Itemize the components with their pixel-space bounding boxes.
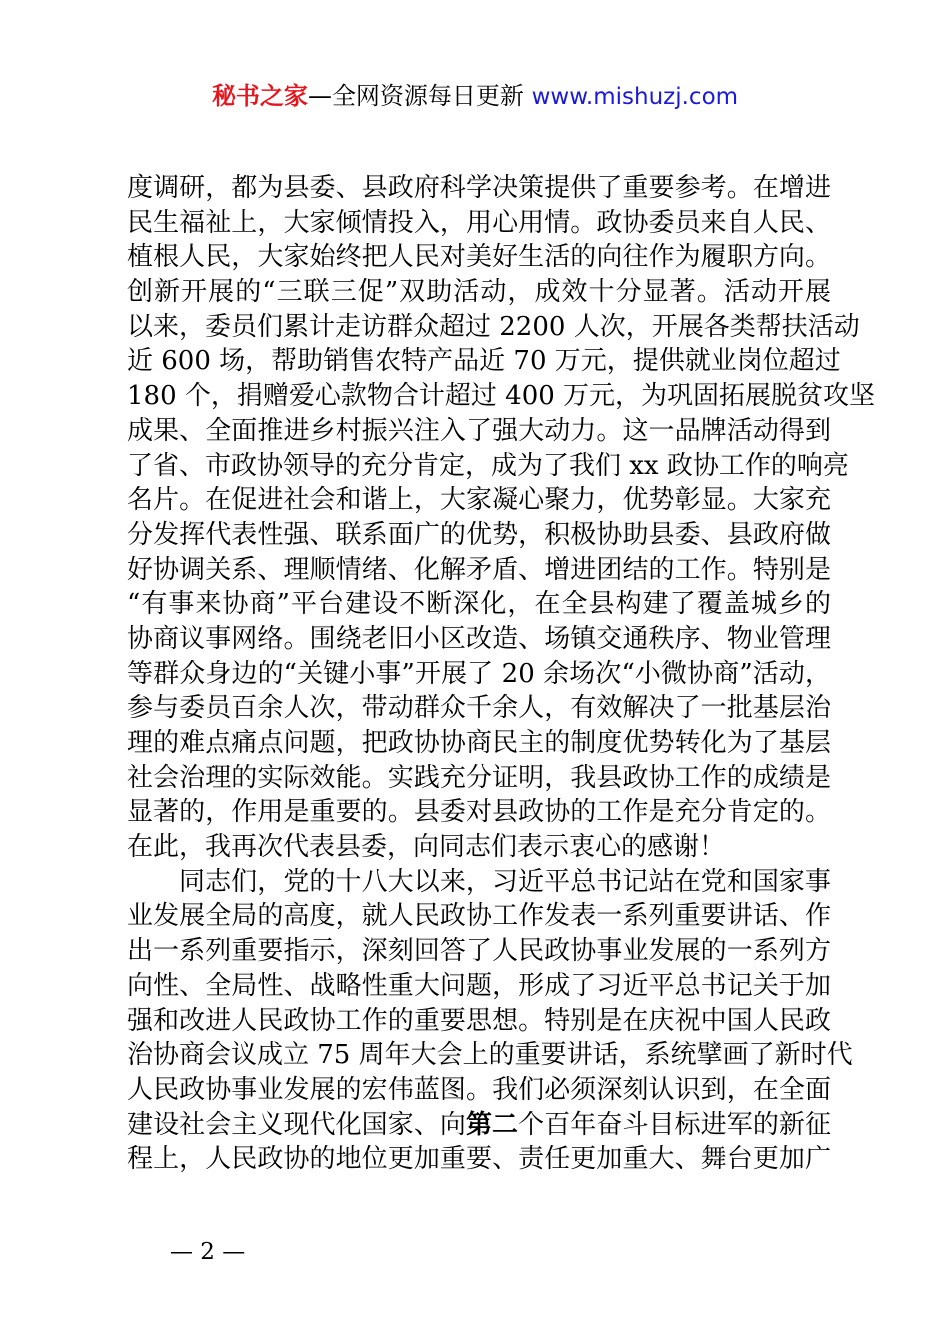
body-line: 社会治理的实际效能。实践充分证明，我县政协工作的成绩是 <box>127 762 831 793</box>
line-segment: 个百年奋斗目标进军的新征 <box>518 1109 831 1140</box>
body-line: “有事来协商”平台建设不断深化，在全县构建了覆盖城乡的 <box>127 589 831 620</box>
body-line: 向性、全局性、战略性重大问题，形成了习近平总书记关于加 <box>127 970 831 1001</box>
line-segment: 建设社会主义现代化国家、向 <box>127 1109 466 1140</box>
document-body <box>127 171 876 1177</box>
body-line: 治协商会议成立 75 周年大会上的重要讲话，系统擘画了新时代 <box>127 1040 853 1071</box>
body-line: 植根人民，大家始终把人民对美好生活的向往作为履职方向。 <box>127 242 831 273</box>
site-url-link[interactable]: www.mishuzj.com <box>531 84 739 110</box>
body-line: 180 个，捐赠爱心款物合计超过 400 万元，为巩固拓展脱贫攻坚 <box>127 381 876 412</box>
site-name: 秘书之家 <box>211 82 308 110</box>
body-line: 名片。在促进社会和谐上，大家凝心聚力，优势彰显。大家充 <box>127 485 831 516</box>
body-line: 创新开展的“三联三促”双助活动，成效十分显著。活动开展 <box>127 277 831 308</box>
body-line: 在此，我再次代表县委，向同志们表示衷心的感谢！ <box>127 832 726 863</box>
bold-phrase: 第二 <box>465 1109 519 1140</box>
body-line: 以来，委员们累计走访群众超过 2200 人次，开展各类帮扶活动 <box>127 311 860 342</box>
body-line: 度调研，都为县委、县政府科学决策提供了重要参考。在增进 <box>127 173 831 203</box>
body-line: 协商议事网络。围绕老旧小区改造、场镇交通秩序、物业管理 <box>127 623 831 654</box>
body-line: 了省、市政协领导的充分肯定，成为了我们 xx 政协工作的响亮 <box>127 450 849 481</box>
body-line: 显著的，作用是重要的。县委对县政协的工作是充分肯定的。 <box>127 797 831 828</box>
body-line: 理的难点痛点问题，把政协协商民主的制度优势转化为了基层 <box>127 728 831 758</box>
body-line: 程上，人民政协的地位更加重要、责任更加重大、舞台更加广 <box>127 1144 831 1175</box>
page-number: — 2 — <box>170 1239 246 1265</box>
body-line: 等群众身边的“关键小事”开展了 20 余场次“小微协商”活动， <box>127 658 831 689</box>
site-slogan: —全网资源每日更新 <box>307 82 532 110</box>
body-line: 好协调关系、理顺情绪、化解矛盾、增进团结的工作。特别是 <box>127 554 831 585</box>
body-line-with-bold <box>127 1108 831 1143</box>
body-line: 成果、全面推进乡村振兴注入了强大动力。这一品牌活动得到 <box>127 415 831 446</box>
body-line: 人民政协事业发展的宏伟蓝图。我们必须深刻认识到，在全面 <box>127 1074 831 1105</box>
site-header <box>0 80 950 113</box>
body-line: 民生福祉上，大家倾情投入，用心用情。政协委员来自人民、 <box>127 207 831 238</box>
body-line: 参与委员百余人次，带动群众千余人，有效解决了一批基层治 <box>127 693 831 724</box>
body-line: 强和改进人民政协工作的重要思想。特别是在庆祝中国人民政 <box>127 1005 831 1036</box>
body-line: 近 600 场，帮助销售农特产品近 70 万元，提供就业岗位超过 <box>127 346 841 377</box>
body-line: 业发展全局的高度，就人民政协工作发表一系列重要讲话、作 <box>127 901 831 932</box>
body-line: 出一系列重要指示，深刻回答了人民政协事业发展的一系列方 <box>127 936 831 967</box>
body-line: 分发挥代表性强、联系面广的优势，积极协助县委、县政府做 <box>127 519 831 550</box>
body-line: 同志们，党的十八大以来，习近平总书记站在党和国家事 <box>179 866 831 897</box>
